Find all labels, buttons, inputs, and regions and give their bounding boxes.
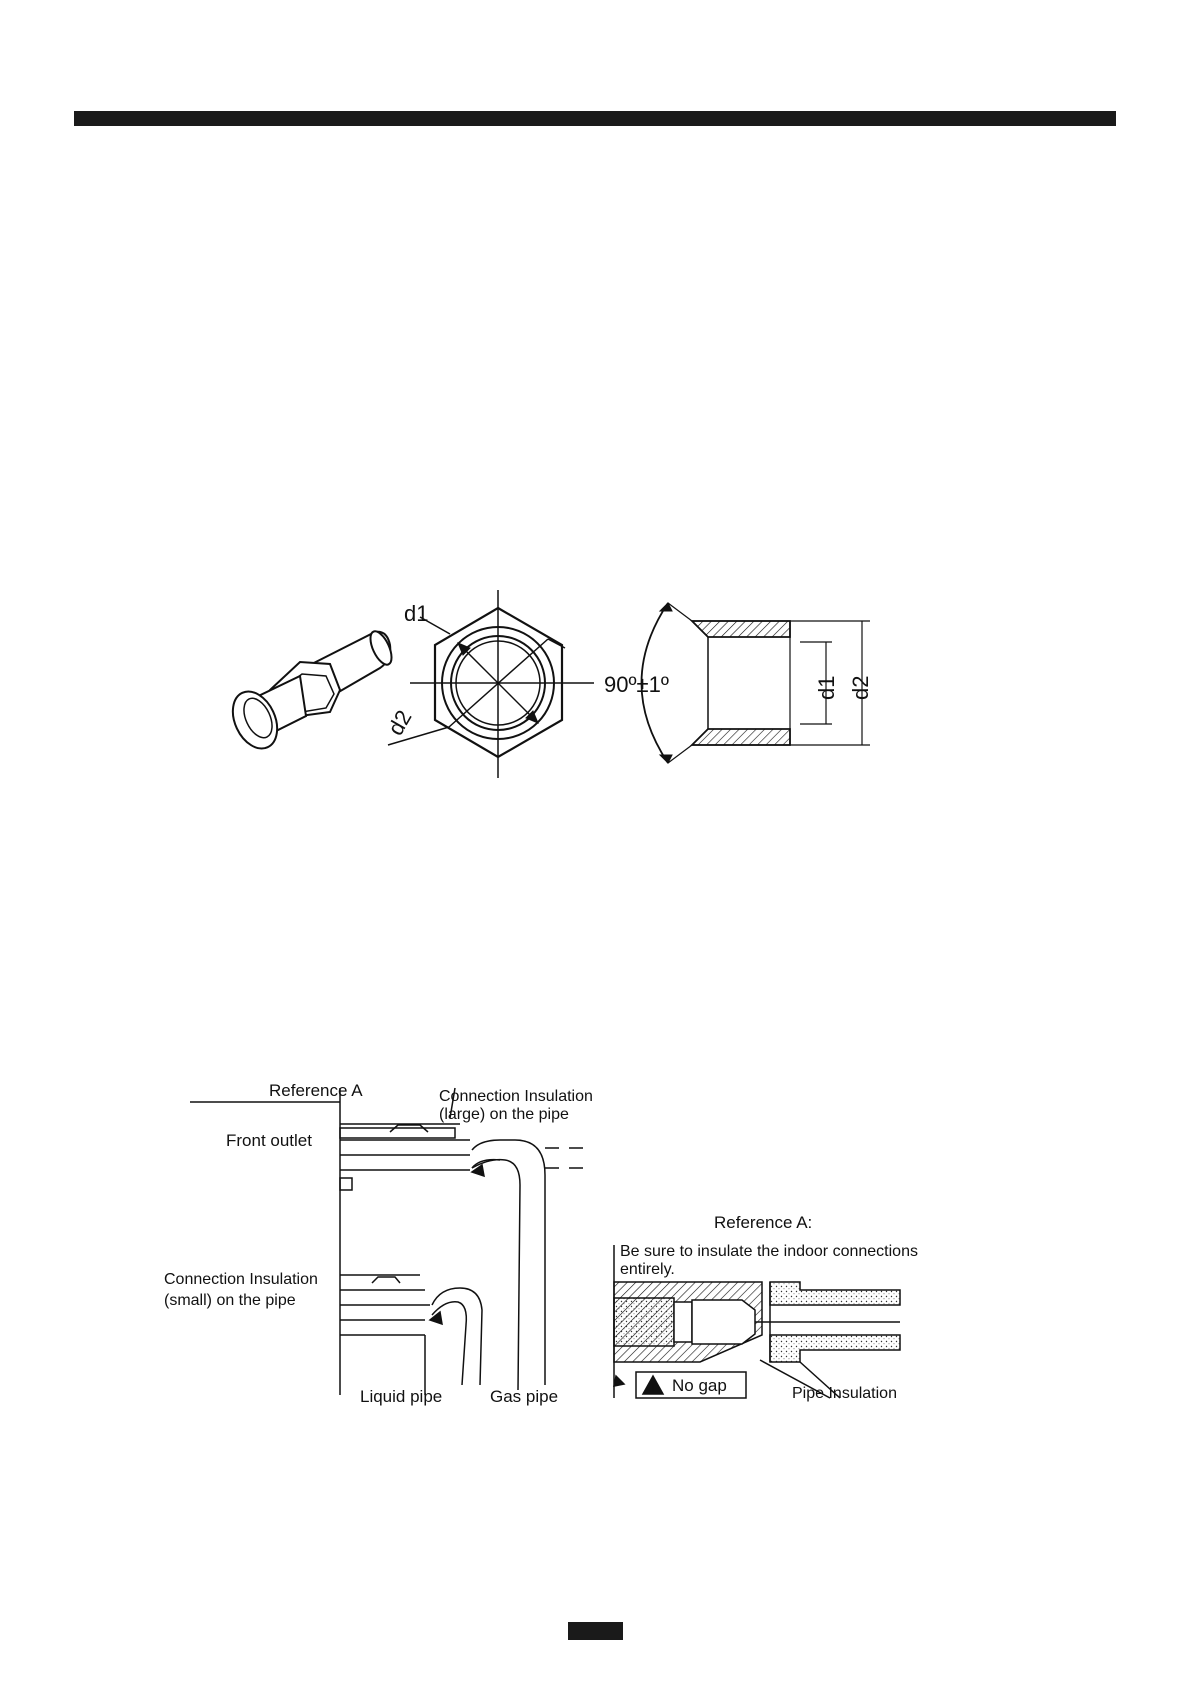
no-gap-label: No gap — [672, 1376, 727, 1395]
flared-pipe-drawing — [224, 628, 396, 755]
liquid-pipe-label: Liquid pipe — [360, 1387, 443, 1406]
d1-hex-label: d1 — [404, 601, 429, 626]
svg-text:!: ! — [651, 1381, 655, 1395]
gas-pipe-label: Gas pipe — [490, 1387, 559, 1406]
pipe-insulation-label: Pipe Insulation — [792, 1385, 897, 1402]
front-outlet-label: Front outlet — [226, 1131, 312, 1150]
note-line1: Be sure to insulate the indoor connections — [620, 1243, 918, 1260]
conn-large-line1: Connection Insulation — [439, 1088, 593, 1105]
page-number-tab — [568, 1622, 623, 1640]
d1-section-label: d1 — [814, 675, 839, 700]
d2-section-label: d2 — [848, 675, 873, 700]
conn-large-line2: (large) on the pipe — [439, 1106, 569, 1123]
reference-a-label: Reference A — [269, 1081, 363, 1100]
conn-small-line2: (small) on the pipe — [164, 1292, 296, 1309]
d2-hex-label: d2 — [382, 705, 417, 740]
conn-small-line1: Connection Insulation — [164, 1271, 318, 1288]
angle-label: 90º±1º — [604, 672, 669, 697]
reference-a-title: Reference A: — [714, 1213, 813, 1232]
note-line2: entirely. — [620, 1261, 675, 1278]
